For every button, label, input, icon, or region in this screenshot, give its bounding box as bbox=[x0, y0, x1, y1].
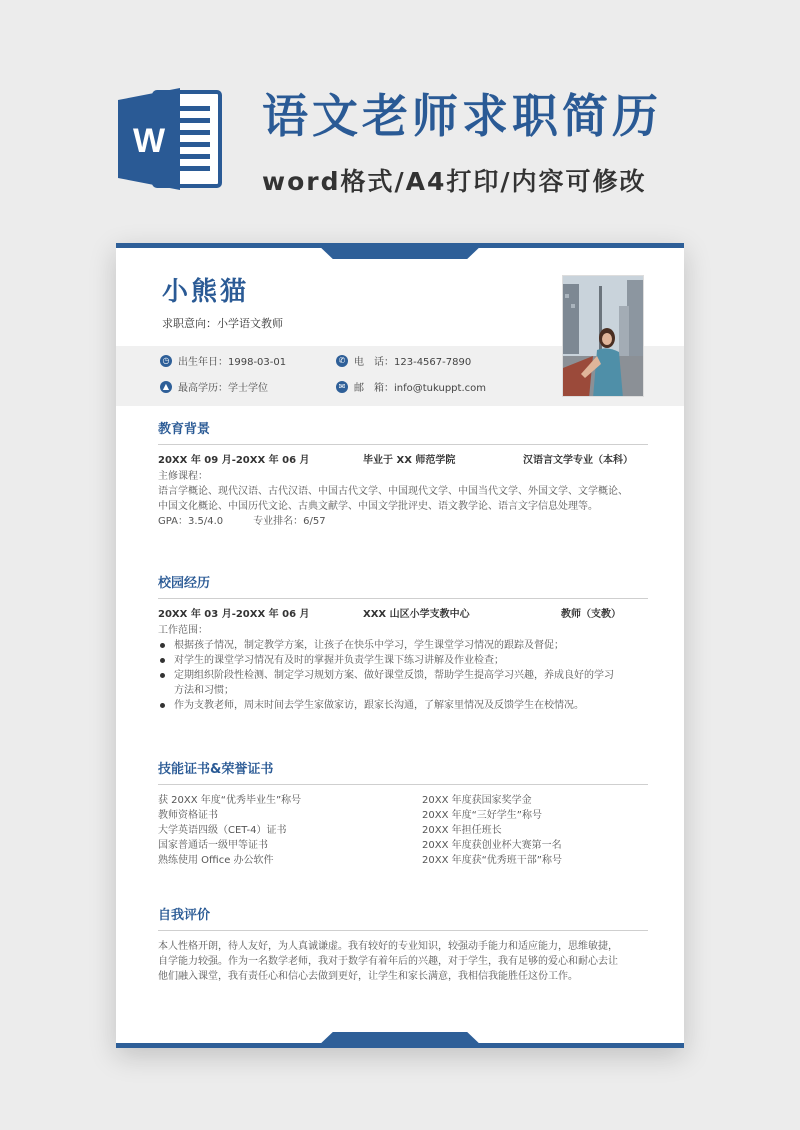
campus-section bbox=[158, 573, 648, 713]
list-item: 20XX 年度获“优秀班干部”称号 bbox=[422, 855, 562, 866]
birthday-icon: ◷ bbox=[160, 355, 172, 367]
campus-period: 20XX 年 03 月-20XX 年 06 月 bbox=[158, 609, 310, 620]
courses-label: 主修课程： bbox=[158, 471, 208, 482]
list-item: 根据孩子情况，制定教学方案，让孩子在快乐中学习，学生课堂学习情况的跟踪及督促； bbox=[158, 638, 648, 653]
skills-section bbox=[158, 759, 648, 868]
profile-photo bbox=[562, 275, 644, 397]
list-item: 获 20XX 年度“优秀毕业生”称号 bbox=[158, 795, 302, 806]
list-item: 对学生的课堂学习情况有及时的掌握并负责学生课下练习讲解及作业检查； bbox=[158, 653, 648, 668]
list-item: 大学英语四级（CET-4）证书 bbox=[158, 825, 287, 836]
banner-title: 语文老师求职简历 bbox=[262, 89, 662, 143]
birth-info bbox=[160, 353, 286, 368]
candidate-name: 小熊猫 bbox=[162, 277, 250, 307]
education-section bbox=[158, 419, 648, 529]
education-row bbox=[158, 453, 648, 469]
skills-columns bbox=[158, 793, 648, 868]
list-item: 20XX 年度“三好学生”称号 bbox=[422, 810, 542, 821]
phone-icon: ✆ bbox=[336, 355, 348, 367]
list-item: 教师资格证书 bbox=[158, 810, 218, 821]
list-item: 国家普通话一级甲等证书 bbox=[158, 840, 268, 851]
education-period: 20XX 年 09 月-20XX 年 06 月 bbox=[158, 455, 310, 466]
skills-right-column bbox=[422, 793, 648, 868]
top-tab-decoration bbox=[316, 243, 484, 259]
degree-icon: ▲ bbox=[160, 381, 172, 393]
self-eval-line: 自学能力较强。作为一名数学老师，我对于数学有着年后的兴趣，对于学生，我有足够的爱心和耐心去让 bbox=[158, 956, 618, 967]
list-item: 20XX 年度获国家奖学金 bbox=[422, 795, 532, 806]
job-intention: 求职意向：小学语文教师 bbox=[162, 317, 283, 330]
degree-info bbox=[160, 379, 268, 394]
self-eval-line: 本人性格开朗，待人友好，为人真诚谦虚。我有较好的专业知识，较强动手能力和适应能力，思维敏捷， bbox=[158, 941, 618, 952]
bottom-tab-decoration bbox=[316, 1032, 484, 1048]
list-item-continuation: 方法和习惯； bbox=[174, 685, 234, 696]
courses-line: 语言学概论、现代汉语、古代汉语、中国古代文学、中国现代文学、中国当代文学、外国文学、文学概论、 bbox=[158, 486, 628, 497]
phone-text: 电 话：123-4567-7890 bbox=[354, 357, 472, 368]
list-item: 20XX 年度获创业杯大赛第一名 bbox=[422, 840, 562, 851]
birth-text: 出生年日：1998-03-01 bbox=[178, 357, 287, 368]
email-info bbox=[336, 379, 486, 394]
self-eval-title: 自我评价 bbox=[158, 908, 211, 923]
self-eval-section bbox=[158, 905, 648, 984]
education-school: 毕业于 XX 师范学院 bbox=[363, 455, 456, 466]
education-title: 教育背景 bbox=[158, 422, 211, 437]
skills-title: 技能证书&荣誉证书 bbox=[158, 762, 274, 777]
section-divider bbox=[158, 598, 648, 599]
campus-org: XXX 山区小学支教中心 bbox=[363, 609, 470, 620]
section-divider bbox=[158, 930, 648, 931]
banner-subtitle: word格式/A4打印/内容可修改 bbox=[262, 167, 647, 196]
list-item: 熟练使用 Office 办公软件 bbox=[158, 855, 274, 866]
resume-page bbox=[116, 243, 684, 1048]
campus-role: 教师（支教） bbox=[561, 609, 621, 620]
self-eval-line: 他们融入课堂，我有责任心和信心去做到更好，让学生和家长满意，我相信我能胜任这份工作。 bbox=[158, 971, 578, 982]
skills-left-column bbox=[158, 793, 422, 868]
courses-line: 中国文化概论、中国历代文论、古典文献学、中国文学批评史、语文教学论、语言文字信息处理等。 bbox=[158, 501, 598, 512]
list-item: 20XX 年担任班长 bbox=[422, 825, 502, 836]
svg-text:W: W bbox=[132, 122, 166, 160]
degree-text: 最高学历：学士学位 bbox=[178, 383, 268, 394]
list-item: 定期组织阶段性检测、制定学习规划方案、做好课堂反馈，帮助学生提高学习兴趣，养成良好的学习 bbox=[158, 668, 648, 683]
email-icon: ✉ bbox=[336, 381, 348, 393]
section-divider bbox=[158, 444, 648, 445]
email-text: 邮 箱：info@tukuppt.com bbox=[354, 383, 486, 394]
list-item: 作为支教老师，周末时间去学生家做家访，跟家长沟通，了解家里情况及反馈学生在校情况。 bbox=[158, 698, 648, 713]
scope-label: 工作范围： bbox=[158, 625, 208, 636]
gpa-line: GPA：3.5/4.0 专业排名：6/57 bbox=[158, 516, 326, 527]
education-major: 汉语言文学专业（本科） bbox=[523, 455, 633, 466]
section-divider bbox=[158, 784, 648, 785]
phone-info bbox=[336, 353, 471, 368]
campus-row bbox=[158, 607, 648, 623]
word-logo-icon bbox=[118, 84, 228, 194]
campus-title: 校园经历 bbox=[158, 576, 211, 591]
